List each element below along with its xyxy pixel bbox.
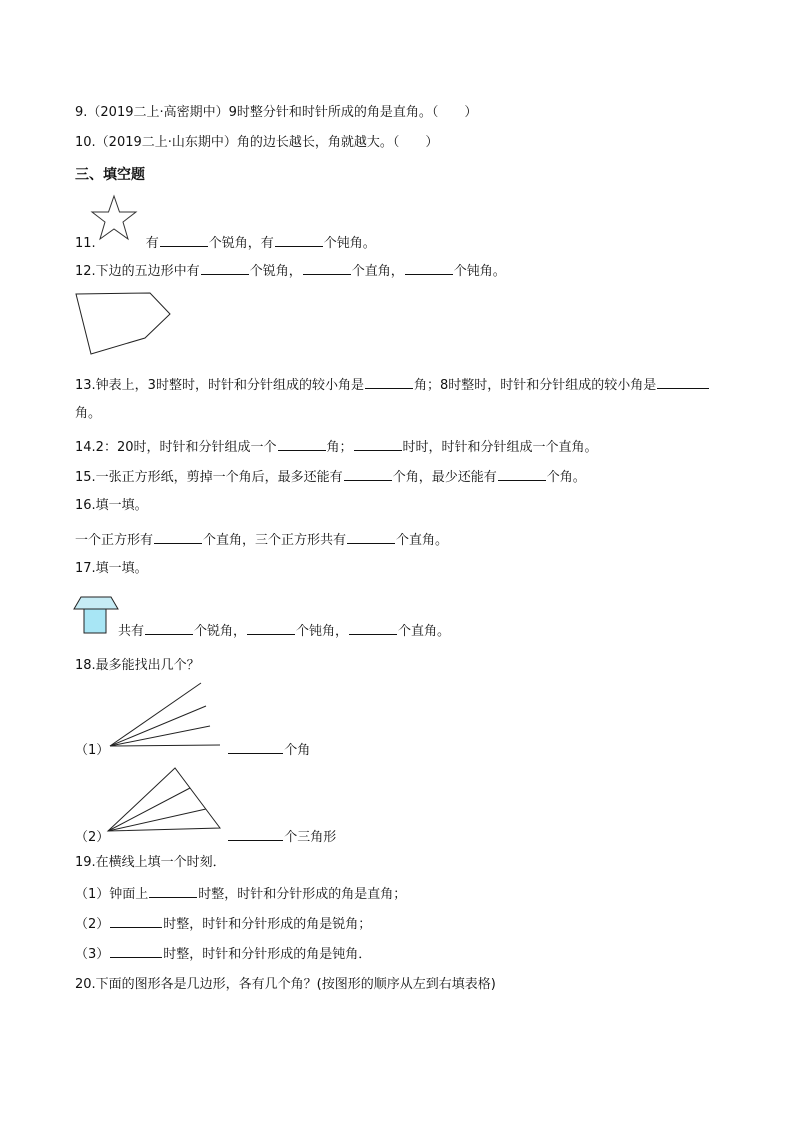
- q11-blank-1[interactable]: [160, 233, 208, 247]
- q15-blank-2[interactable]: [498, 467, 546, 481]
- q16-text-1: 一个正方形有: [75, 533, 154, 548]
- section-title-text: 三、填空题: [75, 167, 145, 183]
- q17-text-1: 共有: [118, 624, 145, 639]
- q17-text-2: 个锐角，: [194, 624, 247, 639]
- q12-blank-1[interactable]: [201, 261, 249, 275]
- q19-blank-2[interactable]: [110, 914, 162, 928]
- q14-blank-2[interactable]: [354, 437, 402, 451]
- q11-text-2: 个锐角，有: [208, 236, 274, 251]
- q14-text-1: 14.2：20时，时针和分针组成一个: [75, 440, 277, 455]
- q11-text-1: 有: [145, 236, 159, 251]
- question-18-title: [75, 657, 200, 675]
- question-18-part-1: [75, 740, 310, 760]
- q15-text-2: 个角，最少还能有: [392, 470, 497, 485]
- q13-blank-1[interactable]: [365, 375, 413, 389]
- question-9-text: 9.（2019二上·高密期中）9时整分针和时针所成的角是直角。（ ）: [75, 105, 478, 120]
- q13-text-3: 角。: [75, 406, 102, 421]
- pentagon-figure: [70, 290, 180, 360]
- q19-line-1-text-a: （1）钟面上: [75, 887, 149, 902]
- q16-title-text: 16.填一填。: [75, 498, 148, 513]
- q19-line-2-text-a: （2）: [75, 917, 110, 932]
- question-20-text: 20.下面的图形各是几边形，各有几个角？(按图形的顺序从左到右填表格): [75, 977, 496, 992]
- question-20: [75, 976, 496, 994]
- q12-blank-2[interactable]: [303, 261, 351, 275]
- q19-line-3-text-a: （3）: [75, 947, 110, 962]
- question-18-part-2: [75, 827, 336, 847]
- q17-blank-3[interactable]: [349, 621, 397, 635]
- q12-text-4: 个钝角。: [453, 264, 506, 279]
- q19-line-1-text-b: 时整，时针和分针形成的角是直角；: [198, 887, 407, 902]
- question-19-line-1: [75, 884, 406, 904]
- q14-blank-1[interactable]: [278, 437, 326, 451]
- question-19-line-3: [75, 944, 371, 964]
- question-19-title: [75, 854, 226, 872]
- q18-part-2-unit: 个三角形: [284, 830, 337, 845]
- q16-text-3: 个直角。: [396, 533, 449, 548]
- q11-text-3: 个钝角。: [323, 236, 376, 251]
- q18-part-2-label: （2）: [75, 830, 110, 845]
- q17-blank-2[interactable]: [247, 621, 295, 635]
- q12-text-1: 12.下边的五边形中有: [75, 264, 200, 279]
- q15-text-3: 个角。: [546, 470, 586, 485]
- question-14: [75, 437, 598, 457]
- q19-title-text: 19.在横线上填一个时刻．: [75, 855, 226, 870]
- question-10: [75, 134, 438, 152]
- q11-blank-2[interactable]: [275, 233, 323, 247]
- q19-blank-1[interactable]: [149, 884, 197, 898]
- question-13-cont: [75, 405, 101, 423]
- q18-title-text: 18.最多能找出几个？: [75, 658, 200, 673]
- question-13: [75, 375, 710, 395]
- q15-blank-1[interactable]: [344, 467, 392, 481]
- question-19-line-2: [75, 914, 371, 934]
- q19-blank-3[interactable]: [110, 944, 162, 958]
- q17-text-3: 个钝角，: [296, 624, 349, 639]
- q12-text-2: 个锐角，: [249, 264, 302, 279]
- q13-text-1: 13.钟表上，3时整时，时针和分针组成的较小角是: [75, 378, 364, 393]
- q12-blank-3[interactable]: [405, 261, 453, 275]
- q15-text-1: 15.一张正方形纸，剪掉一个角后，最多还能有: [75, 470, 343, 485]
- q17-blank-1[interactable]: [145, 621, 193, 635]
- q13-text-2: 角；8时整时，时针和分针组成的较小角是: [413, 378, 657, 393]
- q19-line-2-text-b: 时整，时针和分针形成的角是锐角；: [163, 917, 372, 932]
- question-9: [75, 104, 477, 122]
- q16-text-2: 个直角，三个正方形共有: [203, 533, 347, 548]
- q14-text-2: 角；: [326, 440, 353, 455]
- q12-text-3: 个直角，: [351, 264, 404, 279]
- question-16: [75, 530, 448, 550]
- question-15: [75, 467, 586, 487]
- q19-line-3-text-b: 时整，时针和分针形成的角是钝角．: [163, 947, 372, 962]
- question-17: [75, 621, 450, 641]
- q17-title-text: 17.填一填。: [75, 561, 148, 576]
- q18-part-1-label: （1）: [75, 743, 110, 758]
- q13-blank-2[interactable]: [657, 375, 709, 389]
- q18-blank-1[interactable]: [228, 740, 283, 754]
- question-12: [75, 261, 506, 281]
- q16-blank-2[interactable]: [347, 530, 395, 544]
- q18-part-1-unit: 个角: [284, 743, 311, 758]
- triangle-fan-figure: [106, 766, 226, 836]
- q18-blank-2[interactable]: [228, 827, 283, 841]
- section-title-fill-in: [75, 166, 145, 184]
- question-17-title: [75, 560, 148, 578]
- q17-text-4: 个直角。: [398, 624, 451, 639]
- question-10-text: 10.（2019二上·山东期中）角的边长越长，角就越大。（ ）: [75, 135, 439, 150]
- question-11: [75, 233, 376, 253]
- question-16-title: [75, 497, 148, 515]
- q14-text-3: 时时，时针和分针组成一个直角。: [402, 440, 598, 455]
- question-11-number: 11.: [75, 236, 96, 251]
- q16-blank-1[interactable]: [154, 530, 202, 544]
